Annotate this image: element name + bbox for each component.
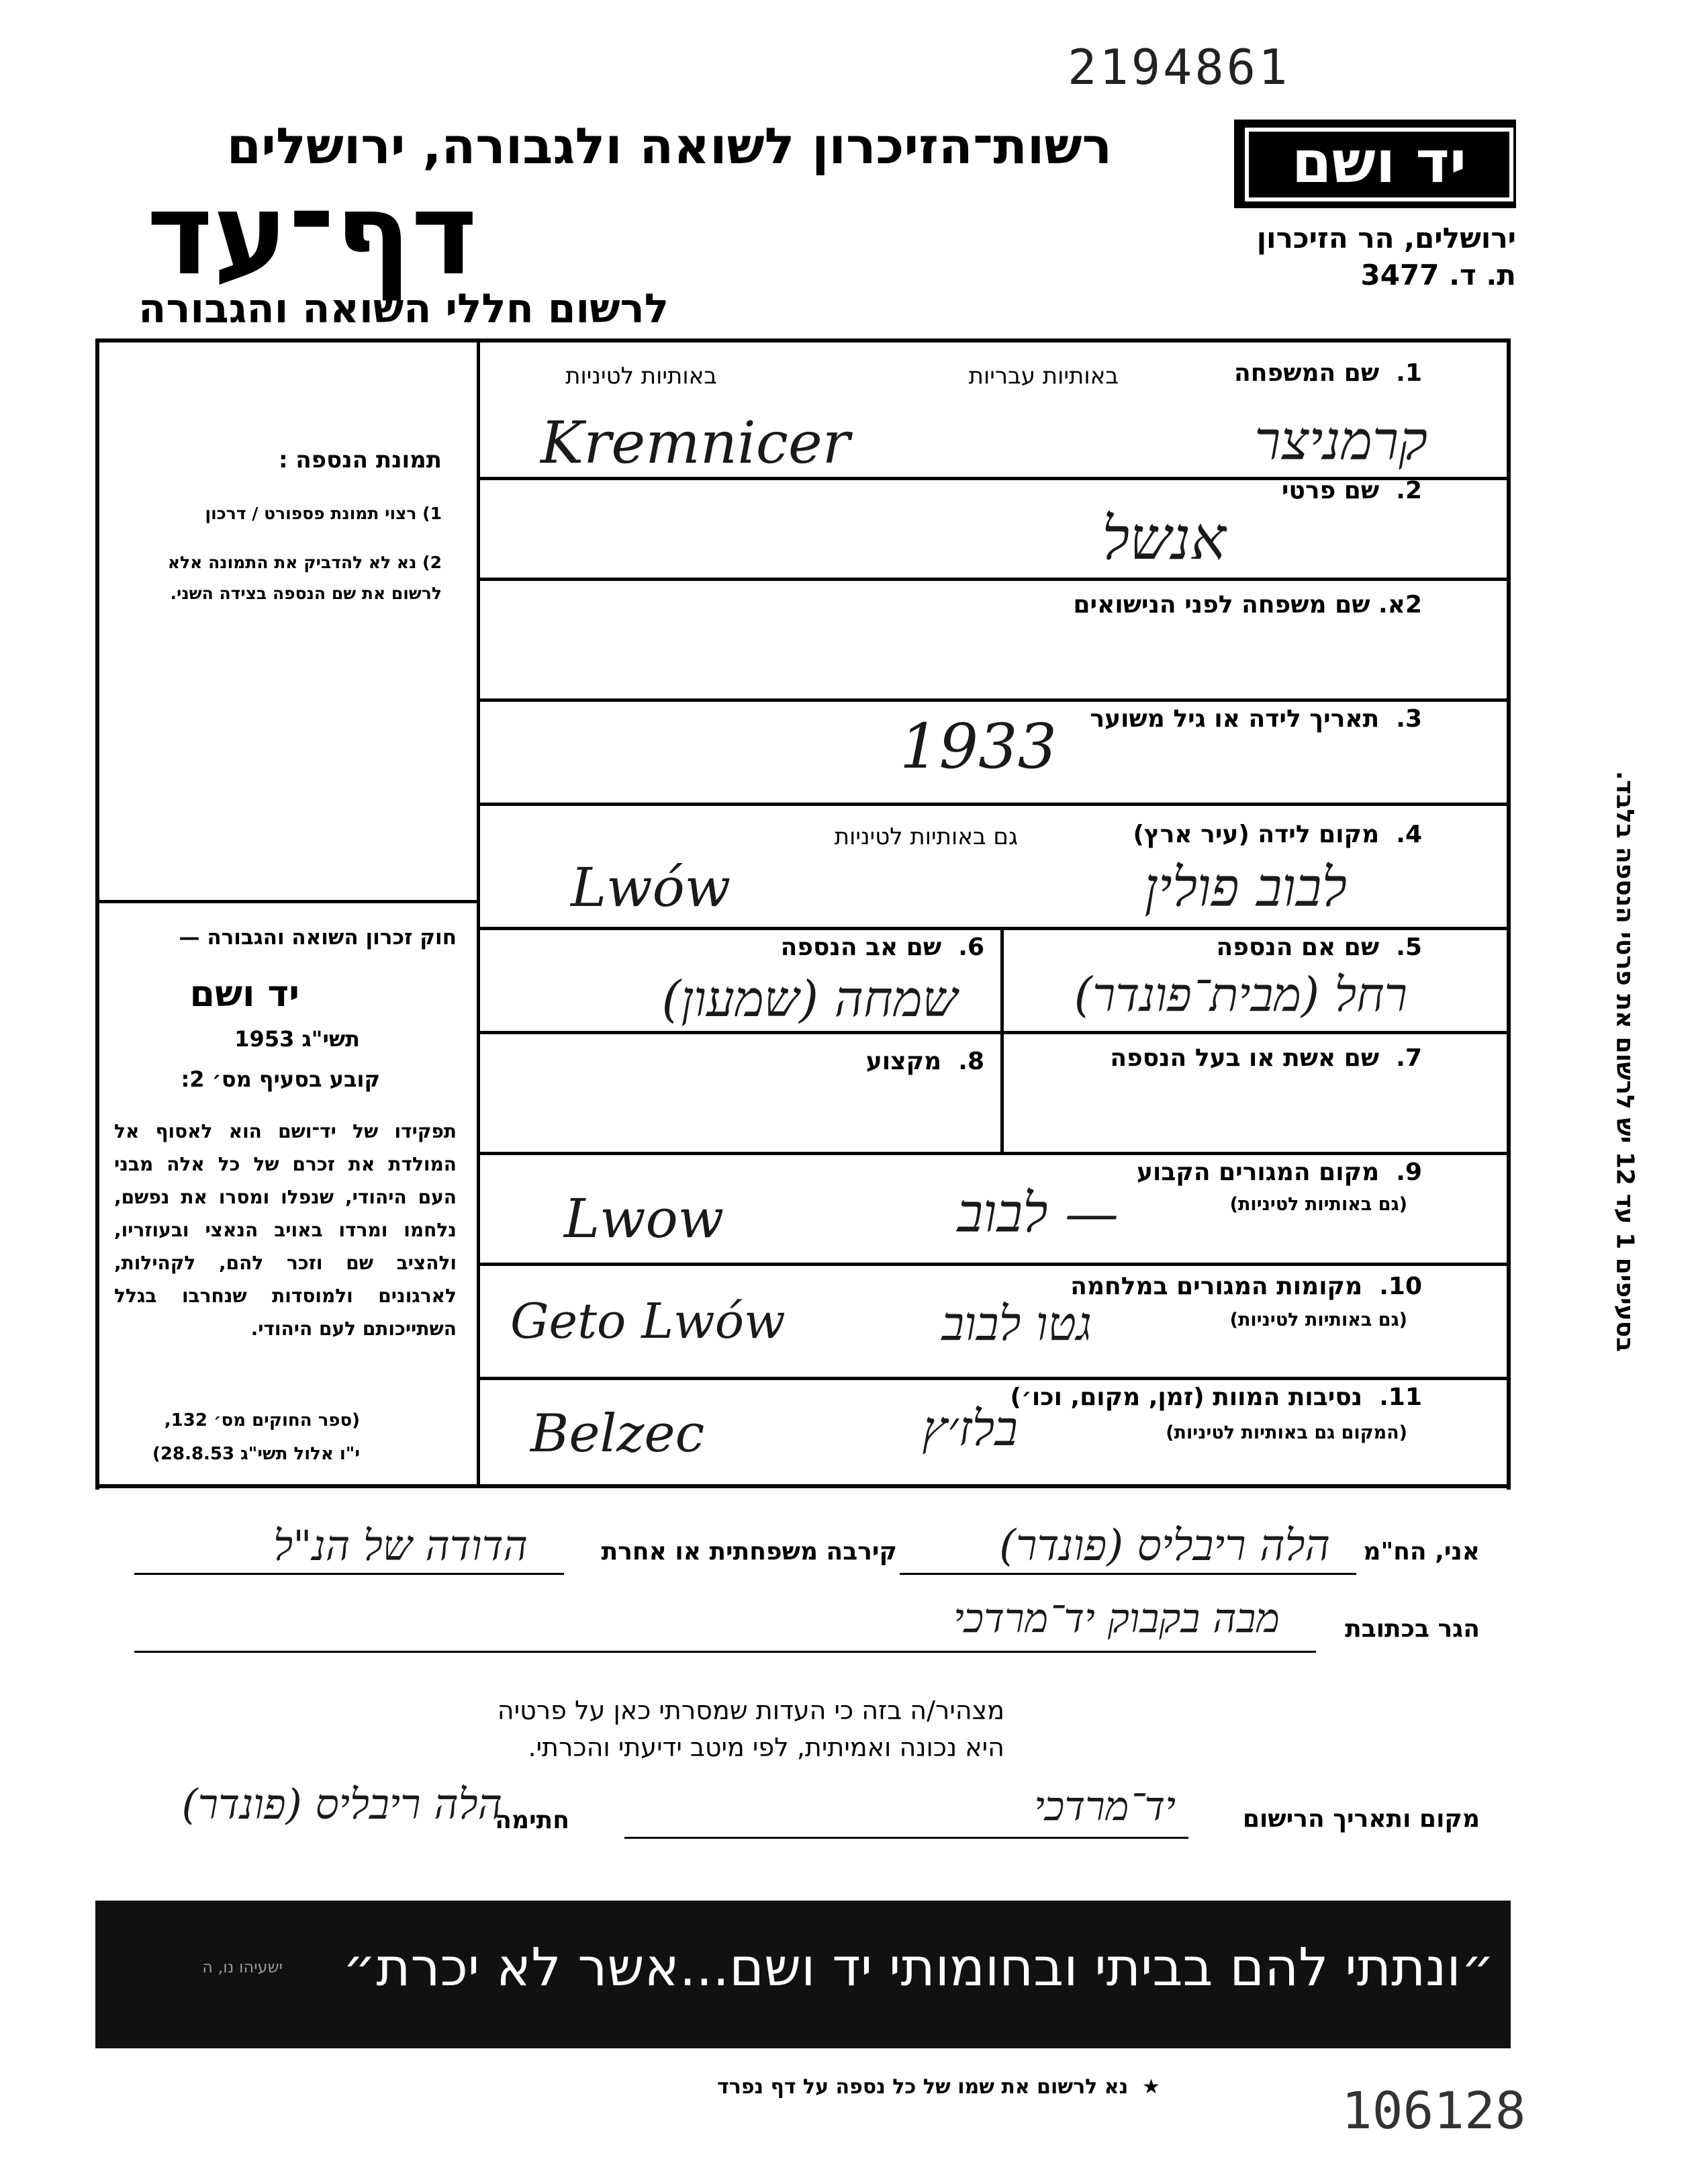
field-1-value-hebrew[interactable]: קרמניצר bbox=[1254, 410, 1427, 472]
field-4-value-latin[interactable]: Lwów bbox=[571, 856, 731, 919]
rule-row5 bbox=[477, 1031, 1511, 1034]
field-6-value[interactable]: שמחה (שמעון) bbox=[661, 970, 957, 1028]
address-line-2: ת. ד. 3477 bbox=[1360, 259, 1516, 291]
authority-title: רשות־הזיכרון לשואה ולגבורה, ירושלים bbox=[226, 118, 1112, 175]
divider-left-boxes bbox=[95, 900, 479, 903]
rule-row3 bbox=[477, 803, 1511, 806]
declaration-relation-line bbox=[134, 1573, 564, 1575]
field-11-value-hebrew[interactable]: בלז׳ץ bbox=[922, 1400, 1018, 1457]
rule-row10 bbox=[477, 1377, 1511, 1380]
frame-top bbox=[95, 338, 1511, 343]
field-9-value-latin[interactable]: Lwow bbox=[564, 1187, 724, 1250]
field-5-label: 5. שם אם הנספה bbox=[1216, 934, 1422, 961]
field-4-label: 4. מקום לידה (עיר ארץ) bbox=[1133, 821, 1422, 848]
field-9-label: 9. מקום המגורים הקבוע bbox=[1137, 1158, 1422, 1186]
rule-row2a bbox=[477, 698, 1511, 702]
divider-col-5-6 bbox=[1000, 927, 1004, 1152]
law-box-name: יד ושם bbox=[189, 972, 299, 1015]
rule-row7 bbox=[477, 1152, 1511, 1155]
declaration-signature-value[interactable]: הלה ריבליס (פונדר) bbox=[181, 1780, 502, 1829]
declaration-place-date-value[interactable]: יד־מרדכי bbox=[1034, 1783, 1176, 1830]
declaration-i-label: אני, הח"מ bbox=[1363, 1538, 1480, 1565]
divider-table-bottom bbox=[95, 1484, 1511, 1488]
footer-quote: ״ונתתי להם בביתי ובחומותי יד ושם...אשר לא יכרת״ bbox=[342, 1938, 1495, 1998]
declaration-address-label: הגר בכתובת bbox=[1345, 1615, 1480, 1643]
serial-number-top: 2194861 bbox=[1068, 39, 1290, 95]
form-subtitle: לרשום חללי השואה והגבורה bbox=[138, 285, 669, 332]
logo-text: יד ושם bbox=[1245, 128, 1513, 201]
field-2-value[interactable]: אנשל bbox=[1102, 504, 1226, 573]
declaration-statement-1: מצהיר/ה בזה כי העדות שמסרתי כאן על פרטיה bbox=[497, 1696, 1004, 1725]
field-1-value-latin[interactable]: Kremnicer bbox=[540, 410, 850, 477]
field-8-label: 8. מקצוע bbox=[865, 1048, 984, 1075]
field-7-label: 7. שם אשת או בעל הנספה bbox=[1110, 1044, 1422, 1072]
declaration-relation-value[interactable]: הדודה של הנ"ל bbox=[273, 1521, 528, 1570]
bullet-star-icon: ★ bbox=[1142, 2075, 1160, 2099]
side-instruction-note: בסעיפים 1 עד 12 יש לרשום את פרטי הנספה בלבד. bbox=[1611, 770, 1639, 1353]
law-box-title: חוק זכרון השואה והגבורה — bbox=[179, 925, 457, 950]
law-box-source-1: (ספר החוקים מס׳ 132, bbox=[164, 1410, 360, 1430]
photo-box-note-1: 1) רצוי תמונת פספורט / דרכון bbox=[205, 504, 442, 523]
law-box-clause: קובע בסעיף מס׳ 2: bbox=[181, 1066, 380, 1092]
field-11-label: 11. נסיבות המוות (זמן, מקום, וכו׳) bbox=[1010, 1383, 1422, 1411]
field-10-value-latin[interactable]: Geto Lwów bbox=[510, 1293, 786, 1349]
law-box-source-2: י"ו אלול תשי"ג 28.8.53) bbox=[152, 1444, 360, 1464]
declaration-statement-2: היא נכונה ואמיתית, לפי מיטב ידיעתי והכרתי. bbox=[528, 1733, 1004, 1762]
field-3-label: 3. תאריך לידה או גיל משוער bbox=[1090, 705, 1422, 733]
field-11-hint: (המקום גם באותיות לטיניות) bbox=[1166, 1422, 1407, 1443]
field-11-value-latin[interactable]: Belzec bbox=[530, 1404, 705, 1464]
field-1-latin-hint: באותיות לטיניות bbox=[565, 363, 717, 390]
field-1-label: 1. שם המשפחה bbox=[1234, 359, 1422, 387]
declaration-signature-label: חתימה bbox=[495, 1807, 569, 1834]
frame-right bbox=[1507, 338, 1511, 1490]
declaration-place-date-label: מקום ותאריך הרישום bbox=[1242, 1805, 1480, 1833]
law-box-year: תשי"ג 1953 bbox=[234, 1026, 360, 1052]
field-10-hint: (גם באותיות לטיניות) bbox=[1229, 1310, 1407, 1330]
photo-box-title: תמונת הנספה : bbox=[279, 447, 442, 473]
declaration-i-line bbox=[900, 1573, 1356, 1575]
footer-quote-source: ישעיהו נו, ה bbox=[202, 1958, 283, 1976]
field-9-hint: (גם באותיות לטיניות) bbox=[1229, 1194, 1407, 1215]
declaration-i-value[interactable]: הלה ריבליס (פונדר) bbox=[999, 1521, 1330, 1571]
field-2a-label: 2א. שם משפחה לפני הנישואים bbox=[1073, 591, 1422, 619]
declaration-place-date-line bbox=[624, 1837, 1188, 1839]
declaration-address-value[interactable]: מבה בקבוק יד־מרדכי bbox=[953, 1595, 1280, 1642]
footer-note: ★ נא לרשום את שמו של כל נספה על דף נפרד bbox=[717, 2075, 1160, 2099]
photo-box-note-2: 2) נא לא להדביק את התמונה אלא לרשום את שם הנספה בצידה השני. bbox=[167, 553, 442, 603]
frame-left bbox=[95, 338, 99, 1490]
rule-row9 bbox=[477, 1263, 1511, 1266]
yad-vashem-logo bbox=[1234, 120, 1516, 208]
address-line-1: ירושלים, הר הזיכרון bbox=[1256, 222, 1516, 255]
field-6-label: 6. שם אב הנספה bbox=[780, 934, 984, 961]
serial-number-bottom: 106128 bbox=[1341, 2081, 1526, 2140]
field-4-value-hebrew[interactable]: לבוב פולין bbox=[1144, 856, 1347, 919]
form-title: דף־עד bbox=[146, 169, 477, 300]
field-1-hebrew-hint: באותיות עבריות bbox=[968, 363, 1119, 390]
declaration-address-line bbox=[134, 1651, 1316, 1653]
rule-row4 bbox=[477, 927, 1511, 930]
field-9-value-hebrew[interactable]: — לבוב bbox=[957, 1182, 1119, 1244]
field-2-label: 2. שם פרטי bbox=[1281, 477, 1422, 504]
rule-row2 bbox=[477, 578, 1511, 581]
law-box-text: תפקידו של יד־ושם הוא לאסוף אל המולדת את זכרם של כל אלה מבני העם היהודי, שנפלו ומסרו את נפשם, נלחמו ומרדו באויב הנאצי ובעוזריו, ולהציב שם וזכר להם, לקהילות, לארגונים ולמוסדות שנחרבו בגלל השתייכותם לעם היהודי. bbox=[114, 1120, 457, 1340]
field-10-value-hebrew[interactable]: גטו לבוב bbox=[941, 1296, 1092, 1351]
field-4-latin-hint: גם באותיות לטיניות bbox=[834, 823, 1018, 850]
declaration-relation-label: קירבה משפחתית או אחרת bbox=[601, 1538, 897, 1565]
field-5-value[interactable]: רחל (מבית־פונדר) bbox=[1074, 967, 1407, 1022]
divider-main-vertical bbox=[477, 338, 480, 1487]
field-10-label: 10. מקומות המגורים במלחמה bbox=[1070, 1273, 1422, 1300]
field-3-value[interactable]: 1933 bbox=[900, 711, 1057, 782]
